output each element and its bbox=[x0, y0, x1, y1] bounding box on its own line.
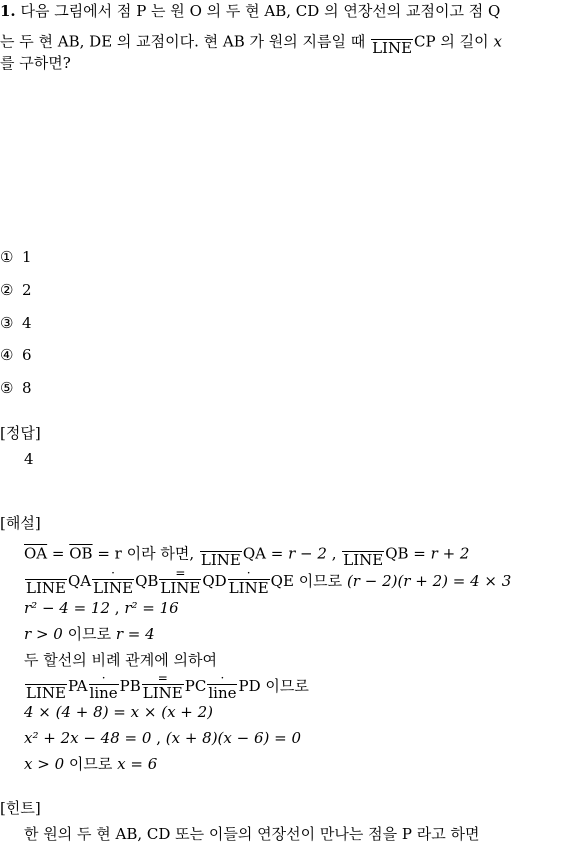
explanation-line-4 bbox=[24, 625, 155, 643]
choice-4-mark: ④ bbox=[0, 346, 14, 364]
answer-value: 4 bbox=[24, 450, 34, 468]
expr: (r − 2)(r + 2) = 4 × 3 bbox=[346, 572, 512, 590]
expr: x² + 2x − 48 = 0 bbox=[24, 729, 152, 747]
explanation-text: 이므로 bbox=[64, 755, 118, 773]
expr: r² − 4 = 12 bbox=[24, 599, 111, 617]
explanation-text: 이므로 bbox=[260, 677, 309, 695]
segment-cp: CP bbox=[414, 32, 436, 51]
segment-pd: PD bbox=[238, 677, 261, 695]
line-notation: LINE bbox=[200, 551, 241, 569]
segment-qa: QA = bbox=[242, 544, 289, 563]
choice-1[interactable] bbox=[0, 248, 32, 266]
line-notation: · LINE bbox=[93, 565, 134, 597]
equals: = bbox=[47, 544, 70, 563]
segment-qa: QA bbox=[67, 572, 92, 590]
expr: (x + 8)(x − 6) = 0 bbox=[165, 729, 302, 747]
separator: , bbox=[110, 599, 125, 617]
expr: r > 0 bbox=[24, 625, 63, 643]
line-notation: LINE bbox=[26, 683, 66, 702]
choice-3-mark: ③ bbox=[0, 314, 14, 332]
explanation-line-8 bbox=[24, 729, 301, 747]
segment-oa: $\overline{OA}$ bbox=[24, 544, 48, 563]
separator: , bbox=[326, 544, 342, 563]
question-text-1: 다음 그림에서 점 P 는 원 O 의 두 현 AB, CD 의 연장선의 교점이고 점 Q bbox=[20, 2, 501, 20]
choice-3[interactable] bbox=[0, 314, 32, 332]
line-notation: LINE bbox=[372, 39, 413, 57]
question-text-2b: 의 길이 bbox=[440, 32, 489, 51]
line-notation: LINE bbox=[343, 551, 384, 569]
line-notation: · line bbox=[89, 670, 118, 702]
explanation-header: [해설] bbox=[0, 514, 41, 532]
question-line-1 bbox=[0, 2, 500, 20]
variable-x: x bbox=[493, 32, 502, 51]
choice-2-value: 2 bbox=[22, 281, 32, 299]
choice-2-mark: ② bbox=[0, 281, 14, 299]
segment-qe: QE bbox=[270, 572, 294, 590]
choice-5-mark: ⑤ bbox=[0, 379, 14, 397]
hint-text: 한 원의 두 현 AB, CD 또는 이들의 연장선이 만나는 점을 P 라고 하면 bbox=[24, 825, 480, 843]
question-line-3 bbox=[0, 54, 71, 72]
segment-qb: QB = bbox=[385, 544, 431, 563]
choice-4[interactable] bbox=[0, 346, 32, 364]
explanation-line-1 bbox=[24, 540, 469, 569]
explanation-line-5: 두 할선의 비례 관계에 의하여 bbox=[24, 651, 217, 669]
question-text-2a: 는 두 현 AB, DE 의 교점이다. 현 AB 가 원의 지름일 때 bbox=[0, 32, 366, 51]
explanation-line-7: 4 × (4 + 8) = x × (x + 2) bbox=[24, 703, 214, 721]
segment-qb: QB bbox=[135, 572, 159, 590]
explanation-text: = r 이라 하면, bbox=[92, 544, 199, 563]
question-text-3: 를 구하면? bbox=[0, 54, 71, 72]
choice-4-value: 6 bbox=[22, 346, 32, 364]
choice-1-value: 1 bbox=[22, 248, 32, 266]
explanation-line-3 bbox=[24, 599, 179, 617]
choice-3-value: 4 bbox=[22, 314, 32, 332]
separator: , bbox=[151, 729, 166, 747]
choice-5[interactable] bbox=[0, 379, 32, 397]
expr: x > 0 bbox=[24, 755, 65, 773]
expr: r = 4 bbox=[115, 625, 155, 643]
segment-ob: $\overline{OB}$ bbox=[69, 544, 93, 563]
explanation-text: 이므로 bbox=[62, 625, 116, 643]
segment-pb: PB bbox=[119, 677, 141, 695]
explanation-line-9 bbox=[24, 755, 157, 773]
explanation-text: 이므로 bbox=[293, 572, 347, 590]
segment-qd: QD bbox=[202, 572, 227, 590]
line-notation: LINE bbox=[26, 578, 66, 597]
explanation-line-6 bbox=[24, 671, 309, 702]
segment-pa: PA bbox=[67, 677, 88, 695]
choice-1-mark: ① bbox=[0, 248, 14, 266]
choice-5-value: 8 bbox=[22, 379, 32, 397]
expr: r − 2 bbox=[288, 544, 327, 563]
hint-header: [힌트] bbox=[0, 799, 41, 817]
explanation-line-2 bbox=[24, 566, 511, 597]
line-notation: · LINE bbox=[228, 565, 269, 597]
question-number: 1. bbox=[0, 2, 16, 20]
expr: r² = 16 bbox=[124, 599, 179, 617]
line-notation: = LINE bbox=[142, 670, 183, 702]
answer-header: [정답] bbox=[0, 424, 41, 442]
line-notation: = LINE bbox=[160, 565, 201, 597]
question-line-2 bbox=[0, 28, 502, 57]
expr: x = 6 bbox=[117, 755, 158, 773]
line-notation: · line bbox=[208, 670, 237, 702]
expr: r + 2 bbox=[430, 544, 470, 563]
choice-2[interactable] bbox=[0, 281, 32, 299]
segment-pc: PC bbox=[184, 677, 207, 695]
